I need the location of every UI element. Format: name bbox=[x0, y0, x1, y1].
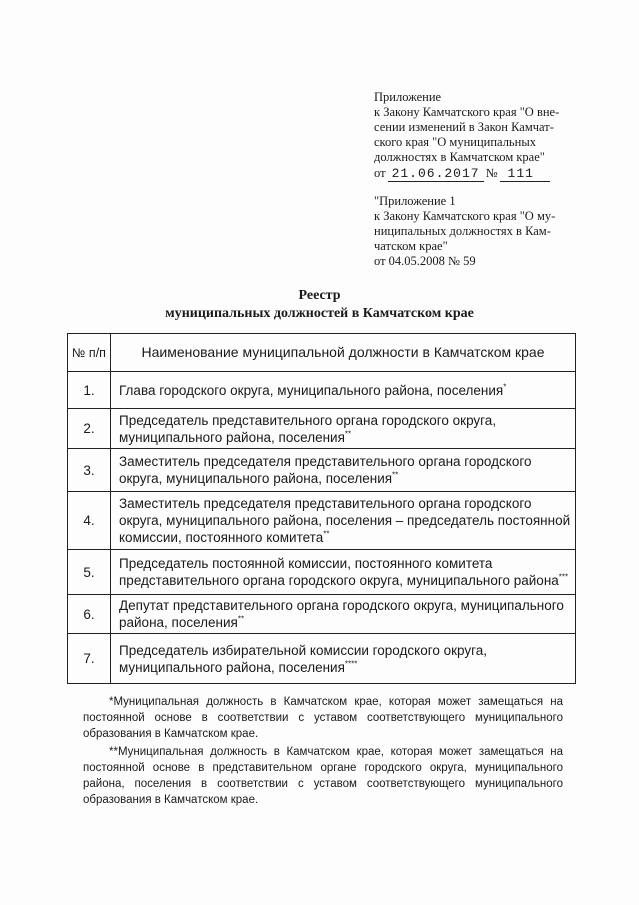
date-prefix: от bbox=[374, 166, 386, 180]
appendix-line: "Приложение 1 bbox=[374, 194, 456, 208]
row-position bbox=[111, 449, 576, 492]
appendix-line: к Закону Камчатского края "О вне- bbox=[374, 105, 560, 119]
table-row bbox=[68, 409, 576, 449]
position-text: Председатель представительного органа городского округа, муниципального района, поселения bbox=[119, 412, 497, 445]
position-text: Глава городского округа, муниципального района, поселения bbox=[119, 382, 504, 398]
number-sign: № bbox=[485, 166, 498, 180]
row-number: 6. bbox=[68, 595, 111, 634]
title-line-1: Реестр bbox=[298, 288, 341, 303]
registry-table bbox=[67, 333, 576, 684]
position-text: Заместитель председателя представительного органа городского округа, муниципального района, поселения bbox=[119, 454, 532, 486]
table-row bbox=[68, 449, 576, 492]
footnote-2: **Муниципальная должность в Камчатском крае, которая может замещаться на постоянной основе в представительном органе городского округа, муниципального района, поселения в соответствии с уставом соответствующего муниципального образования в Камчатском крае. bbox=[83, 746, 563, 806]
amendment-appendix-note bbox=[374, 90, 564, 182]
table-row bbox=[68, 634, 576, 684]
position-text: Председатель избирательной комиссии городского округа, муниципального района, поселения bbox=[119, 642, 487, 675]
position-text: Депутат представительного органа городского округа, муниципального района, поселения bbox=[119, 598, 564, 630]
handwritten-number: 111 bbox=[500, 166, 550, 182]
appendix-line: к Закону Камчатского края "О му- bbox=[374, 209, 556, 223]
row-position bbox=[111, 550, 576, 595]
header-number: № п/п bbox=[68, 334, 111, 372]
footnote-mark: ** bbox=[344, 429, 352, 438]
row-position bbox=[111, 409, 576, 449]
appendix-line: должностях в Камчатском крае" bbox=[374, 150, 545, 164]
row-position bbox=[111, 372, 576, 409]
footnote-mark: ** bbox=[323, 529, 330, 539]
row-position bbox=[111, 492, 576, 550]
registry-title bbox=[0, 287, 639, 323]
original-appendix-note bbox=[374, 194, 564, 269]
footnote-mark: ** bbox=[237, 614, 245, 624]
position-text: Заместитель председателя представительного органа городского округа, муниципального района, поселения – председатель постоянной комиссии, постоянного комитета bbox=[119, 496, 571, 545]
appendix-line: от 04.05.2008 № 59 bbox=[374, 254, 476, 268]
table-row bbox=[68, 550, 576, 595]
table-row bbox=[68, 372, 576, 409]
footnote-mark: * bbox=[503, 382, 507, 391]
footnote-mark: *** bbox=[558, 572, 569, 582]
row-number: 3. bbox=[68, 449, 111, 492]
row-number: 7. bbox=[68, 634, 111, 684]
footnotes bbox=[83, 694, 563, 810]
appendix-line: ниципальных должностях в Кам- bbox=[374, 224, 551, 238]
row-number: 2. bbox=[68, 409, 111, 449]
row-number: 1. bbox=[68, 372, 111, 409]
appendix-date-number bbox=[374, 166, 564, 182]
row-number: 5. bbox=[68, 550, 111, 595]
footnote-mark: **** bbox=[344, 659, 358, 668]
appendix-line: Приложение bbox=[374, 90, 442, 104]
header-position-name: Наименование муниципальной должности в Камчатском крае bbox=[111, 334, 576, 372]
row-position bbox=[111, 595, 576, 634]
footnote-mark: ** bbox=[392, 470, 399, 480]
table-row bbox=[68, 595, 576, 634]
table-header-row bbox=[68, 334, 576, 372]
row-position bbox=[111, 634, 576, 684]
row-number: 4. bbox=[68, 492, 111, 550]
appendix-line: сении изменений в Закон Камчат- bbox=[374, 120, 554, 134]
footnote-1: *Муниципальная должность в Камчатском крае, которая может замещаться на постоянной основе в соответствии с уставом соответствующего муниципального образования в Камчатском крае. bbox=[83, 696, 563, 740]
appendix-line: чатском крае" bbox=[374, 239, 448, 253]
handwritten-date: 21.06.2017 bbox=[388, 166, 484, 182]
position-text: Председатель постоянной комиссии, постоянного комитета представительного органа городского округа, муниципального района bbox=[119, 556, 559, 588]
appendix-line: ского края "О муниципальных bbox=[374, 135, 536, 149]
title-line-2: муниципальных должностей в Камчатском крае bbox=[165, 306, 474, 321]
table-row bbox=[68, 492, 576, 550]
